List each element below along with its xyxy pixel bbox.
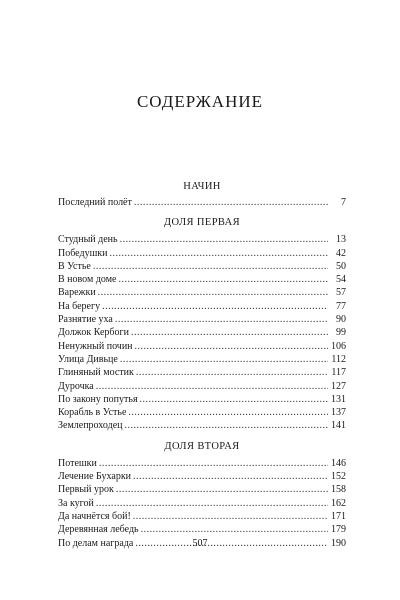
dot-leader	[125, 419, 328, 432]
dot-leader	[118, 273, 328, 286]
toc-entry	[58, 260, 346, 273]
toc-entry	[58, 273, 346, 286]
toc-entry-title: Землепроходец	[58, 420, 123, 432]
section-heading-dolya-pervaya: ДОЛЯ ПЕРВАЯ	[163, 217, 241, 229]
dot-leader	[120, 353, 328, 366]
toc-entry	[58, 406, 346, 419]
toc-entry-title: Варежки	[58, 287, 96, 299]
toc-entry	[58, 393, 346, 406]
toc-entry	[58, 470, 346, 483]
toc-entry-page: 42	[336, 247, 346, 259]
toc-entry	[58, 300, 346, 313]
toc-entry	[58, 313, 346, 326]
dot-leader	[96, 497, 328, 510]
section-heading-dolya-vtoraya: ДОЛЯ ВТОРАЯ	[164, 440, 240, 452]
toc-entry-page: 158	[331, 484, 346, 496]
dot-leader	[133, 470, 328, 483]
dot-leader	[120, 233, 328, 246]
table-of-contents	[58, 180, 346, 550]
toc-entry-page: 171	[331, 510, 346, 522]
toc-entry-title: Ненужный почин	[58, 340, 133, 352]
page-number: 507	[192, 538, 208, 549]
toc-entry-page: 141	[331, 420, 346, 432]
toc-entry	[58, 233, 346, 246]
toc-entry	[58, 196, 346, 209]
toc-entry-page: 146	[331, 457, 346, 469]
toc-entry-page: 117	[331, 367, 346, 379]
page-title: СОДЕРЖАНИЕ	[136, 92, 264, 111]
toc-entry-page: 179	[331, 524, 346, 536]
dot-leader	[93, 260, 328, 273]
toc-entry-page: 112	[331, 353, 346, 365]
toc-entry-title: Победушки	[58, 247, 108, 259]
dot-leader	[135, 340, 328, 353]
toc-entry	[58, 497, 346, 510]
dot-leader	[136, 366, 328, 379]
toc-entry-title: В Устье	[58, 260, 91, 272]
dot-leader	[141, 523, 328, 536]
toc-entry-page: 77	[336, 300, 346, 312]
toc-entry-page: 13	[336, 234, 346, 246]
toc-entry-title: Первый урок	[58, 484, 114, 496]
toc-entry-title: Да начнётся бой!	[58, 510, 131, 522]
toc-entry	[58, 419, 346, 432]
toc-entry-title: Корабль в Устье	[58, 407, 127, 419]
toc-entry-title: Студный день	[58, 234, 118, 246]
toc-entry	[58, 286, 346, 299]
dot-leader	[128, 406, 328, 419]
toc-entry-title: Глиняный мостик	[58, 367, 134, 379]
toc-entry-page: 152	[331, 471, 346, 483]
toc-entry-title: Последний полёт	[58, 197, 132, 208]
toc-entry-page: 90	[336, 314, 346, 326]
dot-leader	[99, 457, 328, 470]
toc-entry	[58, 380, 346, 393]
toc-entry	[58, 353, 346, 366]
toc-entry-page: 57	[336, 287, 346, 299]
dot-leader	[98, 286, 328, 299]
toc-entry-page: 127	[331, 380, 346, 392]
toc-entry-page: 162	[331, 497, 346, 509]
toc-entry-title: На берегу	[58, 300, 101, 312]
toc-entry	[58, 483, 346, 496]
toc-entry	[58, 326, 346, 339]
toc-entry-title: Деревянная лебедь	[58, 524, 139, 536]
dot-leader	[140, 393, 328, 406]
toc-entry-title: Потешки	[58, 457, 97, 469]
dot-leader	[102, 300, 328, 313]
toc-entry-title: За кугой	[58, 497, 94, 509]
toc-entry-title: Дурочка	[58, 380, 94, 392]
dot-leader	[96, 380, 328, 393]
toc-entry-page: 7	[341, 197, 346, 208]
dot-leader	[109, 247, 328, 260]
toc-entry-page: 99	[336, 327, 346, 339]
toc-entry-page: 106	[331, 340, 346, 352]
toc-entry-title: Должок Кербоги	[58, 327, 129, 339]
dot-leader	[116, 483, 328, 496]
toc-entry-title: Лечение Бухарки	[58, 471, 132, 483]
toc-entry	[58, 366, 346, 379]
toc-entry-page: 131	[331, 393, 346, 405]
toc-entry	[58, 247, 346, 260]
toc-entry	[58, 340, 346, 353]
dot-leader	[115, 313, 328, 326]
toc-entry-title: Разнятие уха	[58, 314, 113, 326]
toc-entry-title: По делам награда	[58, 537, 134, 549]
toc-entry	[58, 523, 346, 536]
toc-entry	[58, 510, 346, 523]
toc-entry-page: 190	[331, 537, 346, 549]
dot-leader	[131, 326, 328, 339]
dot-leader	[133, 510, 328, 523]
toc-entry	[58, 457, 346, 470]
toc-entry-title: Улица Дивьце	[58, 353, 118, 365]
toc-entry-title: По закону попутья	[58, 393, 138, 405]
toc-entry-page: 54	[336, 274, 346, 286]
toc-entry-page: 50	[336, 260, 346, 272]
section-heading-nachin: НАЧИН	[183, 181, 221, 192]
dot-leader	[134, 196, 328, 209]
toc-entry-title: В новом доме	[58, 274, 117, 286]
toc-entry-page: 137	[331, 407, 346, 419]
